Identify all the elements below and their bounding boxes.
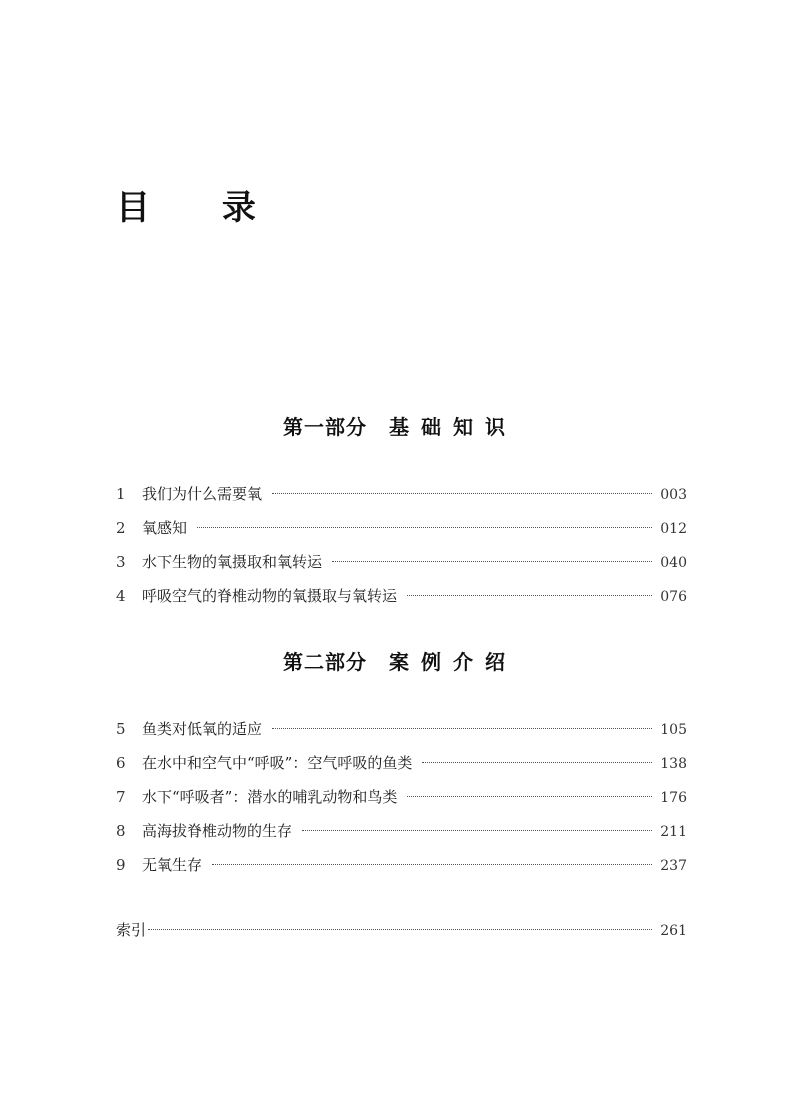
chapter-number: 3 bbox=[116, 553, 126, 571]
toc-entry-chapter-5[interactable] bbox=[116, 712, 687, 746]
chapter-number: 1 bbox=[116, 485, 126, 503]
chapter-number: 9 bbox=[116, 856, 126, 874]
dot-leader bbox=[272, 493, 652, 494]
dot-leader bbox=[407, 796, 652, 797]
chapter-title: 呼吸空气的脊椎动物的氧摄取与氧转运 bbox=[142, 587, 398, 605]
chapter-page: 003 bbox=[660, 487, 687, 503]
part-subtitle: 案例介绍 bbox=[389, 650, 517, 674]
chapter-number: 2 bbox=[116, 519, 126, 537]
index-page: 261 bbox=[660, 923, 687, 939]
toc-entry-chapter-3[interactable] bbox=[116, 545, 687, 579]
dot-leader bbox=[422, 762, 652, 763]
dot-leader bbox=[212, 864, 652, 865]
dot-leader bbox=[302, 830, 652, 831]
part-label: 第一部分 bbox=[283, 415, 367, 439]
chapter-page: 076 bbox=[660, 589, 687, 605]
part-heading-1 bbox=[0, 413, 800, 441]
chapter-number: 6 bbox=[116, 754, 126, 772]
toc-entry-chapter-7[interactable] bbox=[116, 780, 687, 814]
part-label: 第二部分 bbox=[283, 650, 367, 674]
chapter-page: 211 bbox=[660, 824, 687, 840]
toc-entry-chapter-9[interactable] bbox=[116, 848, 687, 882]
chapter-title: 水下生物的氧摄取和氧转运 bbox=[142, 553, 323, 571]
chapter-title: 在水中和空气中“呼吸”：空气呼吸的鱼类 bbox=[142, 754, 413, 772]
chapter-title: 氧感知 bbox=[142, 519, 188, 537]
chapter-title: 鱼类对低氧的适应 bbox=[142, 720, 263, 738]
part-heading-2 bbox=[0, 648, 800, 676]
dot-leader bbox=[148, 929, 652, 930]
dot-leader bbox=[272, 728, 652, 729]
toc-entry-chapter-2[interactable] bbox=[116, 511, 687, 545]
toc-list-part-2 bbox=[116, 712, 687, 882]
toc-entry-chapter-1[interactable] bbox=[116, 477, 687, 511]
chapter-page: 012 bbox=[660, 521, 687, 537]
part-subtitle: 基础知识 bbox=[389, 415, 517, 439]
chapter-page: 176 bbox=[660, 790, 687, 806]
chapter-number: 7 bbox=[116, 788, 126, 806]
chapter-number: 8 bbox=[116, 822, 126, 840]
toc-list-part-1 bbox=[116, 477, 687, 613]
chapter-title: 高海拔脊椎动物的生存 bbox=[142, 822, 293, 840]
chapter-number: 4 bbox=[116, 587, 126, 605]
toc-entry-index[interactable] bbox=[116, 913, 687, 947]
toc-entry-chapter-4[interactable] bbox=[116, 579, 687, 613]
chapter-page: 105 bbox=[660, 722, 687, 738]
chapter-number: 5 bbox=[116, 720, 126, 738]
chapter-page: 237 bbox=[660, 858, 687, 874]
chapter-title: 无氧生存 bbox=[142, 856, 203, 874]
chapter-page: 138 bbox=[660, 756, 687, 772]
toc-entry-chapter-8[interactable] bbox=[116, 814, 687, 848]
chapter-title: 水下“呼吸者”：潜水的哺乳动物和鸟类 bbox=[142, 788, 398, 806]
chapter-title: 我们为什么需要氧 bbox=[142, 485, 263, 503]
chapter-page: 040 bbox=[660, 555, 687, 571]
toc-entry-chapter-6[interactable] bbox=[116, 746, 687, 780]
index-title: 索引 bbox=[116, 921, 147, 939]
dot-leader bbox=[332, 561, 652, 562]
dot-leader bbox=[407, 595, 652, 596]
dot-leader bbox=[197, 527, 652, 528]
page-title: 目 录 bbox=[116, 188, 286, 228]
